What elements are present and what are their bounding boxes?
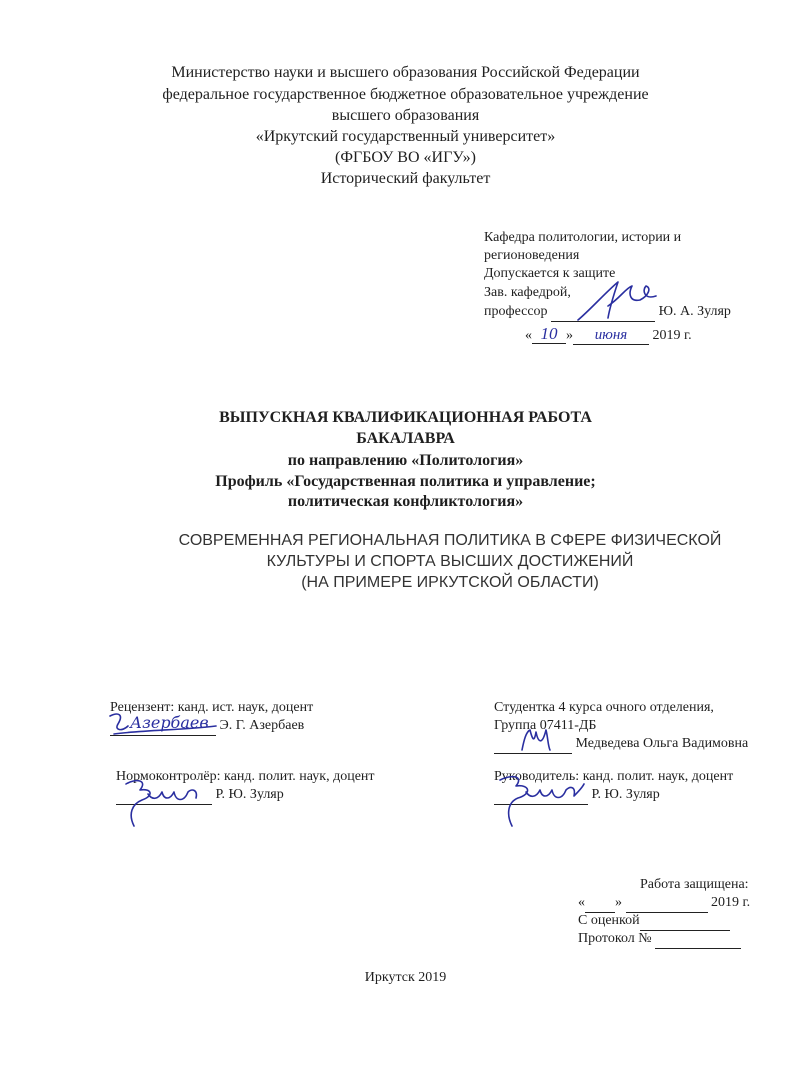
supervisor-role: Руководитель: канд. полит. наук, доцент [494, 769, 734, 784]
svg-text:Азербаев: Азербаев [130, 713, 209, 732]
profile-line-1: Профиль «Государственная политика и управление; [215, 473, 596, 490]
protocol-blank [655, 930, 741, 949]
defense-date-line [578, 894, 750, 913]
faculty-name: Исторический факультет [320, 170, 491, 187]
normcontrol-name: Р. Ю. Зуляр [215, 787, 284, 802]
department-line-2: регионоведения [484, 248, 580, 263]
thesis-title-line-3: (НА ПРИМЕРЕ ИРКУТСКОЙ ОБЛАСТИ) [301, 574, 599, 591]
profile-line-2: политическая конфликтология» [287, 493, 524, 510]
protocol-line [578, 930, 741, 949]
supervisor-name: Р. Ю. Зуляр [591, 787, 660, 802]
supervisor-signature-line [494, 786, 660, 805]
thesis-title-line-1: СОВРЕМЕННАЯ РЕГИОНАЛЬНАЯ ПОЛИТИКА В СФЕРЕ ФИЗИЧЕСКОЙ [178, 532, 722, 549]
university-name: «Иркутский государственный университет» [255, 128, 556, 145]
defense-year: 2019 г. [711, 895, 751, 910]
student-group: Группа 07411-ДБ [494, 718, 597, 733]
reviewer-role: Рецензент: канд. ист. наук, доцент [110, 700, 314, 715]
student-role: Студентка 4 курса очного отделения, [494, 700, 714, 715]
professor-prefix: профессор [484, 304, 548, 319]
signature-blank [494, 786, 588, 805]
ministry-line: Министерство науки и высшего образования Российской Федерации [171, 64, 640, 81]
normcontrol-role: Нормоконтролёр: канд. полит. наук, доцент [116, 769, 375, 784]
thesis-title-line-2: КУЛЬТУРЫ И СПОРТА ВЫСШИХ ДОСТИЖЕНИЙ [266, 553, 634, 570]
grade-line [578, 912, 730, 931]
head-signature-line [484, 303, 731, 322]
admission-date-line [525, 325, 692, 345]
date-year: 2019 г. [652, 328, 692, 343]
direction-line: по направлению «Политология» [287, 452, 524, 469]
date-open-quote: « [578, 895, 585, 910]
defended-label: Работа защищена: [640, 877, 749, 892]
signature-blank [551, 303, 655, 322]
signature-blank [116, 786, 212, 805]
normcontrol-signature-line [116, 786, 284, 805]
work-type-line-2: БАКАЛАВРА [356, 430, 455, 447]
signature-blank [110, 717, 216, 736]
grade-blank [640, 912, 730, 931]
date-open-quote: « [525, 328, 532, 343]
date-day: 10 [532, 325, 566, 344]
day-blank [585, 894, 615, 913]
reviewer-signature-line [110, 717, 304, 736]
student-name: Медведева Ольга Вадимовна [575, 736, 749, 751]
date-close-quote: » [615, 895, 622, 910]
month-blank [626, 894, 708, 913]
student-signature-line [494, 735, 748, 754]
date-month: июня [573, 326, 649, 345]
work-type-line-1: ВЫПУСКНАЯ КВАЛИФИКАЦИОННАЯ РАБОТА [219, 409, 592, 426]
protocol-label: Протокол № [578, 931, 652, 946]
institution-type-line-1: федеральное государственное бюджетное образовательное учреждение [162, 86, 649, 103]
professor-name: Ю. А. Зуляр [658, 304, 731, 319]
university-abbreviation: (ФГБОУ ВО «ИГУ») [335, 149, 476, 166]
admitted-to-defense: Допускается к защите [484, 266, 616, 281]
grade-label: С оценкой [578, 913, 640, 928]
signature-blank [494, 735, 572, 754]
date-close-quote: » [566, 328, 573, 343]
department-line-1: Кафедра политологии, истории и [484, 230, 682, 245]
institution-type-line-2: высшего образования [331, 107, 480, 124]
city-year: Иркутск 2019 [364, 970, 447, 985]
reviewer-name: Э. Г. Азербаев [219, 718, 305, 733]
head-of-department-role: Зав. кафедрой, [484, 285, 571, 300]
